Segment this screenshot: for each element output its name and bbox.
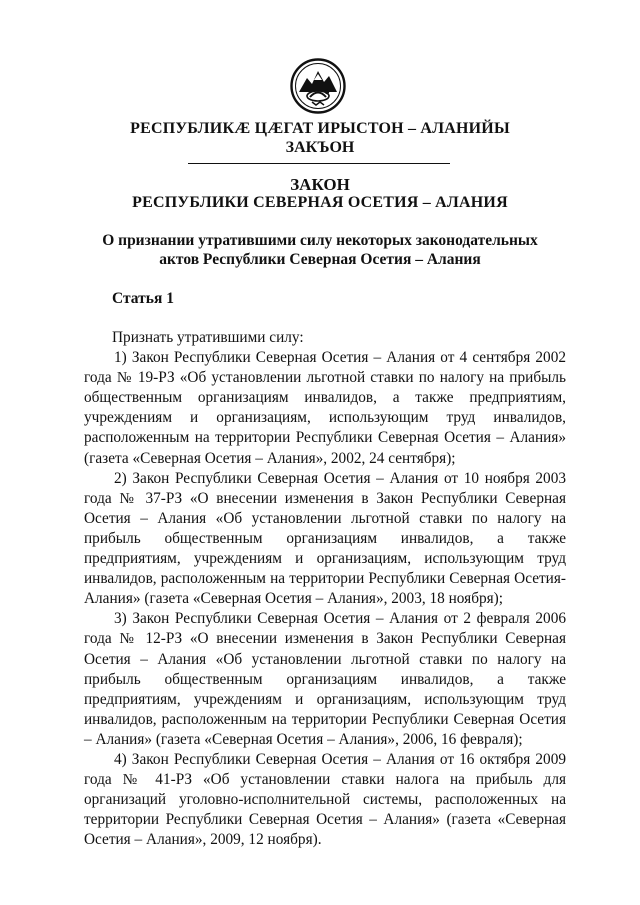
- law-subject-line-1: О признании утратившими силу некоторых законодательных: [102, 232, 538, 249]
- ossetian-republic-title: РЕСПУБЛИКӔ ЦӔГАТ ИРЫСТОН – АЛАНИЙЫ: [130, 120, 510, 137]
- article-item-4: 4) Закон Республики Северная Осетия – Алания от 16 октября 2009 года № 41-РЗ «Об установлении ставки налога на прибыль для организаций уголовно-исполнительной системы, расположенных на территории Республики Северная Осетия – Алания» (газета «Северная Осетия – Алания», 2009, 12 ноября).: [84, 750, 566, 849]
- ossetian-law-label: ЗАКЪОН: [285, 139, 355, 156]
- article-item-3: 3) Закон Республики Северная Осетия – Алания от 2 февраля 2006 года № 12-РЗ «О внесении изменения в Закон Республики Северная Осетия – Алания «Об установлении льготной ставки по налогу на прибыль общественным организациям инвалидов, а также предприятиям, учреждениям и организациям, использующим труд инвалидов, расположенным на территории Республики Северная Осетия – Алания» (газета «Северная Осетия – Алания», 2006, 16 февраля);: [84, 610, 566, 748]
- law-label: ЗАКОН: [290, 175, 350, 194]
- law-subject-line-2: актов Республики Северная Осетия – Алания: [159, 251, 481, 268]
- header-divider: [188, 163, 450, 164]
- article-heading: Статья 1: [112, 290, 174, 307]
- article-intro: Признать утратившими силу:: [112, 329, 304, 346]
- article-item-1: 1) Закон Республики Северная Осетия – Алания от 4 сентября 2002 года № 19-РЗ «Об установлении льготной ставки по налогу на прибыль общественным организациям инвалидов, а также предприятиям, учреждениям и организациям, использующим труд инвалидов, расположенным на территории Республики Северная Осетия – Алания» (газета «Северная Осетия – Алания», 2002, 24 сентября);: [84, 349, 566, 467]
- coat-of-arms-emblem: [290, 58, 346, 114]
- article-item-2: 2) Закон Республики Северная Осетия – Алания от 10 ноября 2003 года № 37-РЗ «О внесении изменения в Закон Республики Северная Осетия – Алания «Об установлении льготной ставки по налогу на прибыль общественным организациям инвалидов, а также предприятиям, учреждениям и организациям, использующим труд инвалидов, расположенным на территории Республики Северная Осетия-Алания» (газета «Северная Осетия – Алания», 2003, 18 ноября);: [84, 469, 566, 608]
- republic-title: РЕСПУБЛИКИ СЕВЕРНАЯ ОСЕТИЯ – АЛАНИЯ: [132, 194, 508, 211]
- article-body: [84, 328, 566, 850]
